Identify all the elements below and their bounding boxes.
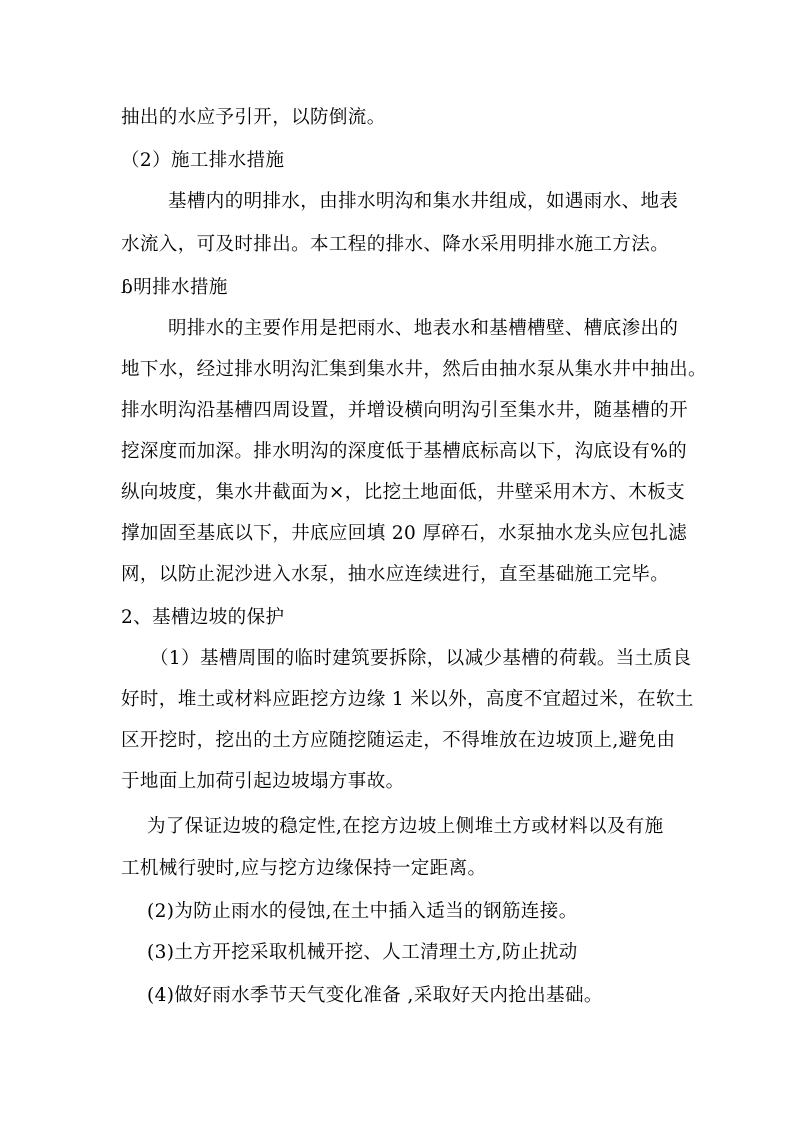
paragraph-line: 好时，堆土或材料应距挖方边缘 1 米以外，高度不宜超过米，在软土 xyxy=(121,689,694,710)
paragraph-line: 抽出的水应予引开，以防倒流。 xyxy=(121,107,386,128)
list-item: (4)做好雨水季节天气变化准备 ,采取好天内抢出基础。 xyxy=(147,985,603,1006)
section-heading: （2）施工排水措施 xyxy=(121,150,285,171)
paragraph-line: 明排水的主要作用是把雨水、地表水和基槽槽壁、槽底渗出的 xyxy=(168,318,679,339)
paragraph-line: 基槽内的明排水，由排水明沟和集水井组成，如遇雨水、地表 xyxy=(168,191,679,212)
paragraph-line: （1）基槽周围的临时建筑要拆除，以减少基槽的荷载。当土质良 xyxy=(150,648,692,669)
paragraph-line: 水流入，可及时排出。本工程的排水、降水采用明排水施工方法。 xyxy=(121,234,670,255)
paragraph-line: 地下水，经过排水明沟汇集到集水井，然后由抽水泵从集水井中抽出。 xyxy=(121,359,707,380)
section-heading: 2、基槽边坡的保护 xyxy=(121,607,285,628)
paragraph-line: 排水明沟沿基槽四周设置，并增设横向明沟引至集水井，随基槽的开 xyxy=(121,400,689,421)
paragraph-line: 网，以防止泥沙进入水泵，抽水应连续进行，直至基础施工完毕。 xyxy=(121,564,670,585)
list-item: (3)土方开挖采取机械开挖、人工清理土方,防止扰动 xyxy=(147,942,578,963)
paragraph-line: 工机械行驶时,应与挖方边缘保持一定距离。 xyxy=(121,858,487,879)
paragraph-line: 纵向坡度，集水井截面为×，比挖土地面低，井壁采用木方、木板支 xyxy=(121,482,686,503)
paragraph-line: 为了保证边坡的稳定性,在挖方边坡上侧堆土方或材料以及有施 xyxy=(147,816,664,837)
section-heading: ɓ明排水措施 xyxy=(121,277,228,298)
paragraph-line: 于地面上加荷引起边坡塌方事故。 xyxy=(121,771,405,792)
paragraph-line: 挖深度而加深。排水明沟的深度低于基槽底标高以下，沟底设有%的 xyxy=(121,441,688,462)
list-item: (2)为防止雨水的侵蚀,在土中插入适当的钢筋连接。 xyxy=(147,901,578,922)
paragraph-line: 区开挖时，挖出的土方应随挖随运走，不得堆放在边坡顶上,避免由 xyxy=(121,730,676,751)
paragraph-line: 撑加固至基底以下，井底应回填 20 厚碎石，水泵抽水龙头应包扎滤 xyxy=(121,523,688,544)
